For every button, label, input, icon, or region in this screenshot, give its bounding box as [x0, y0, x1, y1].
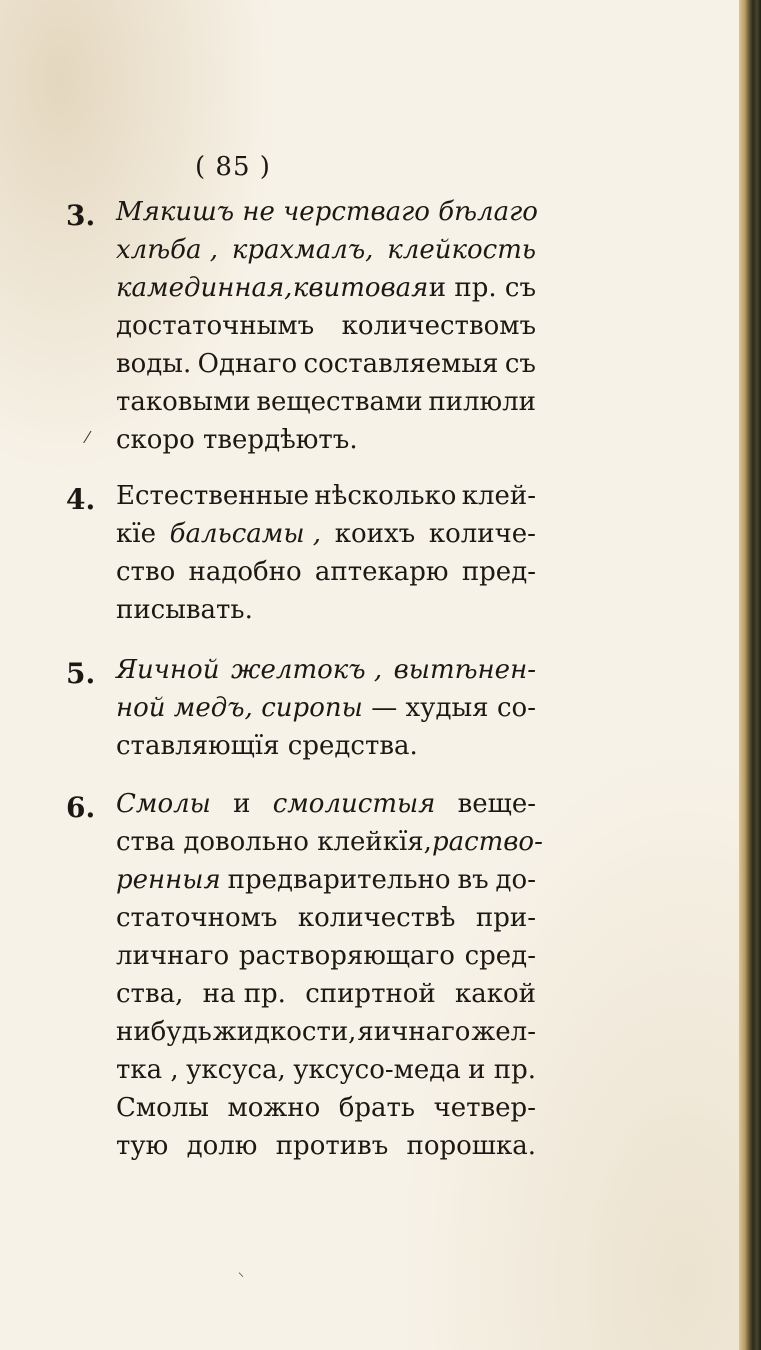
text-line [116, 481, 536, 519]
entry-body [116, 481, 536, 633]
text-word: скоро твердѣютъ. [116, 425, 358, 455]
text-line [116, 349, 536, 387]
text-word: жидкости, [212, 1017, 357, 1047]
text-line [116, 865, 536, 903]
text-word: противъ [275, 1131, 389, 1161]
text-word: и [233, 789, 251, 819]
text-word: ства довольно клейкїя, [116, 827, 432, 857]
text-word: пилюли [428, 387, 536, 417]
italic-term: Смолы [116, 789, 211, 819]
entry-body [116, 789, 543, 1169]
text-line [116, 903, 536, 941]
text-line [116, 273, 536, 311]
italic-term: крахмалъ, [231, 235, 374, 265]
entry-6 [66, 789, 543, 1169]
text-word: достаточнымъ [116, 311, 315, 341]
text-word: Смолы [116, 1093, 209, 1123]
entry-5 [66, 655, 536, 769]
text-word: растворяющаго [238, 941, 455, 971]
text-line [116, 311, 536, 349]
text-word: кїе [116, 519, 156, 549]
text-line [116, 1131, 536, 1169]
italic-term: раство- [431, 827, 543, 857]
text-line [116, 979, 536, 1017]
italic-term: вытѣнен- [393, 655, 536, 685]
italic-term: Мякишъ не черстваго бѣлаго [116, 197, 538, 227]
italic-term: ренныя [116, 865, 221, 895]
text-line [116, 789, 536, 827]
entry-number: 5. [66, 657, 96, 690]
text-word: ства, [116, 979, 184, 1009]
text-word: нѣсколько [314, 481, 457, 511]
text-word: ство [116, 557, 176, 587]
text-word: четвер- [433, 1093, 536, 1123]
text-line [116, 1055, 536, 1093]
text-word: какой [455, 979, 536, 1009]
text-word: тка , [116, 1055, 179, 1085]
text-word: писывать. [116, 595, 253, 625]
entry-body [116, 655, 536, 769]
text-line [116, 197, 536, 235]
text-word: личнаго [116, 941, 230, 971]
text-word: уксусо-меда [293, 1055, 461, 1085]
text-word: на пр. [202, 979, 286, 1009]
text-word: — худыя [371, 693, 489, 723]
text-word: ставляющїя средства. [116, 731, 418, 761]
text-word: брать [338, 1093, 416, 1123]
entry-number: 4. [66, 483, 96, 516]
text-word: и пр. [468, 1055, 536, 1085]
text-line [116, 557, 536, 595]
text-line [116, 1017, 536, 1055]
text-word: предварительно [227, 865, 451, 895]
text-word: клей- [461, 481, 536, 511]
italic-term: клейкость [387, 235, 536, 265]
text-word: съ [504, 349, 536, 379]
stray-ink-mark: ⸌ [238, 1270, 245, 1284]
text-word: сред- [464, 941, 536, 971]
text-word: при- [475, 903, 536, 933]
text-line [116, 387, 536, 425]
text-word: Однаго [197, 349, 298, 379]
text-line [116, 655, 536, 693]
text-word: таковыми [116, 387, 251, 417]
entry-3 [66, 197, 536, 463]
text-word: веществами [256, 387, 423, 417]
text-word: аптекарю [314, 557, 449, 587]
text-word: долю [186, 1131, 258, 1161]
text-word: количе- [428, 519, 536, 549]
text-word: и пр. съ [428, 273, 536, 303]
text-line [116, 235, 536, 273]
book-spine-edge [739, 0, 761, 1350]
text-word: тую [116, 1131, 169, 1161]
text-word: нибудь [116, 1017, 212, 1047]
text-word: яичнаго [357, 1017, 471, 1047]
text-word: можно [227, 1093, 321, 1123]
italic-term: смолистыя [272, 789, 436, 819]
text-word: надобно [188, 557, 302, 587]
italic-term: хлѣба , [116, 235, 219, 265]
italic-term: Яичной [116, 655, 220, 685]
text-word: коихъ [334, 519, 416, 549]
text-word: количествомъ [341, 311, 536, 341]
italic-term: сиропы [261, 693, 363, 723]
text-line [116, 1093, 536, 1131]
text-line [116, 425, 536, 463]
text-word: порошка. [406, 1131, 536, 1161]
text-word: Естественные [116, 481, 310, 511]
text-word: до- [495, 865, 536, 895]
text-word: въ [457, 865, 489, 895]
stray-ink-mark: ⁄ [86, 428, 89, 447]
italic-term: ной медъ, [116, 693, 253, 723]
text-line [116, 693, 536, 731]
text-word: воды. [116, 349, 192, 379]
text-word: статочномъ [116, 903, 278, 933]
italic-term: бальсамы , [169, 519, 322, 549]
text-line [116, 731, 536, 769]
text-word: веще- [457, 789, 536, 819]
entry-number: 6. [66, 791, 96, 824]
text-word: составляемыя [303, 349, 499, 379]
italic-term: камединная, [116, 273, 293, 303]
text-word: со- [497, 693, 536, 723]
text-line [116, 595, 536, 633]
text-word: жел- [471, 1017, 536, 1047]
entry-4 [66, 481, 536, 633]
text-word: уксуса, [186, 1055, 286, 1085]
text-line [116, 519, 536, 557]
text-word: пред- [461, 557, 536, 587]
text-line [116, 941, 536, 979]
italic-term: желтокъ , [230, 655, 383, 685]
text-line [116, 827, 543, 865]
text-word: спиртной [305, 979, 436, 1009]
italic-term: квитовая [292, 273, 429, 303]
entry-body [116, 197, 536, 463]
text-word: количествѣ [297, 903, 456, 933]
entry-number: 3. [66, 199, 96, 232]
page-number: ( 85 ) [195, 152, 271, 182]
